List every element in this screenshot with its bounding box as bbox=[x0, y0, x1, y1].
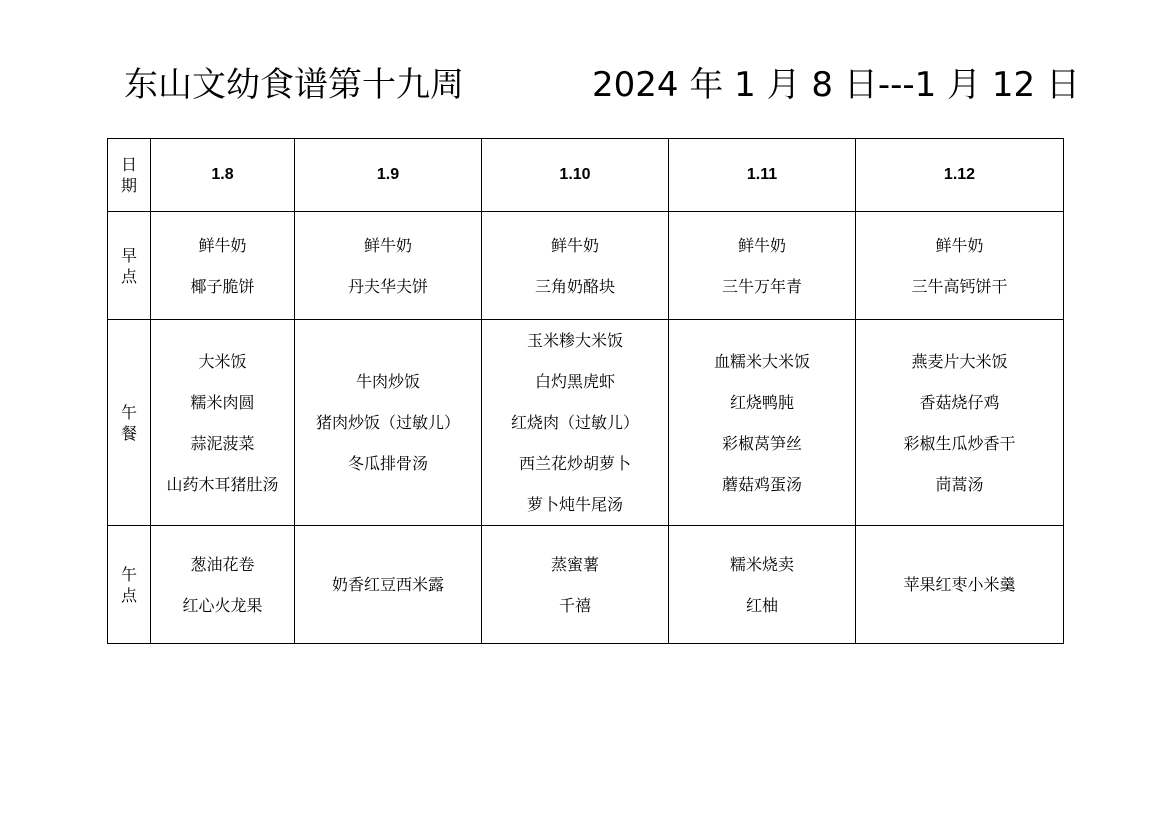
menu-item: 鲜牛奶 bbox=[198, 235, 247, 255]
menu-item: 椰子脆饼 bbox=[190, 276, 255, 296]
menu-item: 蘑菇鸡蛋汤 bbox=[721, 474, 802, 494]
menu-cell bbox=[669, 320, 856, 526]
menu-item: 彩椒生瓜炒香干 bbox=[903, 433, 1016, 453]
meal-label-cell bbox=[108, 526, 151, 644]
row-label-char: 午 bbox=[120, 564, 137, 584]
menu-cell bbox=[482, 212, 669, 320]
header-row bbox=[108, 139, 1064, 212]
menu-item: 牛肉炒饭 bbox=[355, 372, 420, 391]
menu-item: 血糯米大米饭 bbox=[713, 351, 810, 371]
menu-cell bbox=[856, 320, 1064, 526]
row-label-char: 期 bbox=[120, 176, 137, 195]
menu-cell bbox=[151, 320, 295, 526]
menu-item: 葱油花卷 bbox=[190, 554, 255, 574]
menu-item: 红烧肉（过敏儿） bbox=[510, 413, 639, 432]
menu-item: 红心火龙果 bbox=[182, 595, 263, 615]
menu-cell bbox=[295, 320, 482, 526]
menu-cell bbox=[856, 526, 1064, 644]
menu-item: 奶香红豆西米露 bbox=[331, 575, 444, 594]
menu-cell bbox=[669, 212, 856, 320]
page-title: 东山文幼食谱第十九周 bbox=[124, 65, 464, 105]
date-cell: 1.11 bbox=[669, 139, 856, 212]
menu-item: 三牛万年青 bbox=[721, 276, 802, 296]
menu-item: 鲜牛奶 bbox=[550, 235, 599, 255]
menu-cell bbox=[151, 212, 295, 320]
menu-item: 苹果红枣小米羹 bbox=[903, 575, 1016, 594]
menu-item: 蒜泥菠菜 bbox=[190, 433, 255, 453]
meal-label-cell bbox=[108, 320, 151, 526]
row-label-char: 午 bbox=[120, 402, 137, 422]
menu-item: 鲜牛奶 bbox=[737, 235, 786, 255]
menu-item: 鲜牛奶 bbox=[935, 235, 984, 255]
menu-item: 西兰花炒胡萝卜 bbox=[518, 454, 631, 473]
date-cell: 1.8 bbox=[151, 139, 295, 212]
lunch-row bbox=[108, 320, 1064, 526]
date-label-cell bbox=[108, 139, 151, 212]
date-cell: 1.9 bbox=[295, 139, 482, 212]
menu-item: 糯米肉圆 bbox=[190, 392, 255, 412]
row-label-char: 点 bbox=[120, 266, 137, 286]
menu-item: 萝卜炖牛尾汤 bbox=[526, 495, 623, 514]
menu-item: 糯米烧卖 bbox=[729, 554, 794, 574]
menu-item: 三角奶酪块 bbox=[534, 276, 615, 296]
date-cell: 1.10 bbox=[482, 139, 669, 212]
menu-item: 彩椒莴笋丝 bbox=[721, 433, 802, 453]
menu-item: 白灼黑虎虾 bbox=[534, 372, 615, 391]
menu-item: 山药木耳猪肚汤 bbox=[166, 474, 279, 494]
menu-cell bbox=[669, 526, 856, 644]
menu-item: 香菇烧仔鸡 bbox=[919, 392, 1000, 412]
menu-item: 燕麦片大米饭 bbox=[911, 351, 1008, 371]
menu-item: 鲜牛奶 bbox=[363, 235, 412, 255]
menu-cell bbox=[295, 526, 482, 644]
menu-item: 冬瓜排骨汤 bbox=[347, 454, 428, 473]
menu-cell bbox=[482, 526, 669, 644]
menu-item: 红烧鸭肫 bbox=[729, 392, 794, 412]
afternoon-snack-row bbox=[108, 526, 1064, 644]
date-range: 2024 年 1 月 8 日---1 月 12 日 bbox=[592, 65, 1080, 105]
breakfast-row bbox=[108, 212, 1064, 320]
menu-item: 大米饭 bbox=[198, 351, 247, 371]
menu-cell bbox=[151, 526, 295, 644]
meal-label-cell bbox=[108, 212, 151, 320]
row-label-char: 早 bbox=[120, 245, 137, 265]
menu-item: 玉米糁大米饭 bbox=[526, 331, 623, 350]
menu-item: 蒸蜜薯 bbox=[550, 554, 599, 574]
row-label-char: 点 bbox=[120, 585, 137, 605]
menu-item: 猪肉炒饭（过敏儿） bbox=[315, 413, 460, 432]
menu-cell bbox=[295, 212, 482, 320]
menu-cell bbox=[482, 320, 669, 526]
row-label-char: 日 bbox=[120, 155, 137, 174]
row-label-char: 餐 bbox=[120, 423, 137, 443]
menu-item: 千禧 bbox=[558, 595, 591, 615]
menu-item: 丹夫华夫饼 bbox=[347, 276, 428, 296]
menu-cell bbox=[856, 212, 1064, 320]
menu-item: 茼蒿汤 bbox=[935, 474, 984, 494]
date-cell: 1.12 bbox=[856, 139, 1064, 212]
menu-item: 三牛高钙饼干 bbox=[911, 276, 1008, 296]
menu-table bbox=[107, 138, 1064, 644]
menu-item: 红柚 bbox=[745, 595, 778, 615]
